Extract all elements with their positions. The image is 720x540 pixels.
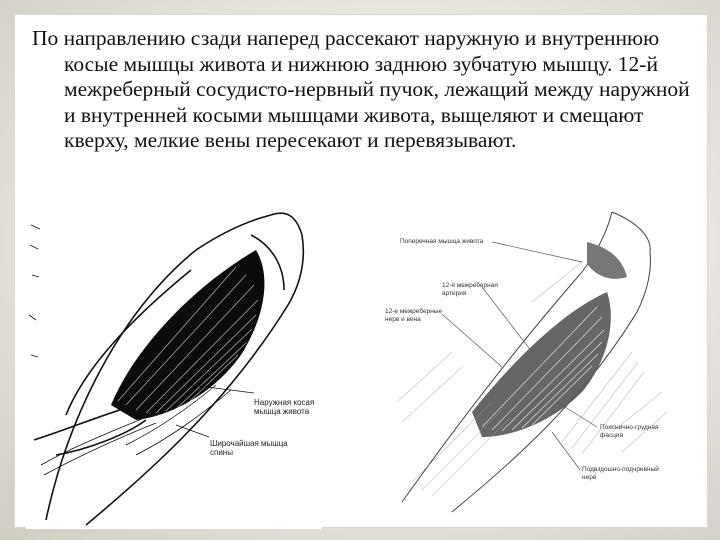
- label-12th-artery: [442, 282, 498, 298]
- label-line: нерв и вена: [385, 316, 421, 323]
- paragraph: По направлению сзади наперед рассекают наружную и внутреннюю косые мышцы живота и нижнюю заднюю зубчатую мышцу. 12-й межреберный сосудисто-нервный пучок, лежащий между наружной и внутренней косыми мышцами живота, выщеляют и смещают кверху, мелкие вены пересекают и перевязывают.: [32, 26, 690, 152]
- label-line: Наружная косая: [254, 398, 315, 407]
- label-transverse-muscle: Поперечная мышца живота: [400, 238, 484, 245]
- label-12th-nerve-vein: [385, 308, 442, 324]
- label-line: Пояснично-грудная: [600, 424, 659, 431]
- label-iliohypogastric-nerve: [582, 466, 659, 482]
- label-line: артерия: [442, 290, 467, 297]
- label-line: Подвздошно-подчревный: [582, 466, 659, 473]
- label-thoracolumbar-fascia: [600, 424, 659, 440]
- label-line: мышца живота: [254, 407, 310, 416]
- label-latissimus: [210, 439, 288, 457]
- label-line: 12-е межреберные: [385, 308, 443, 315]
- surgical-illustration-left: [26, 205, 322, 529]
- label-line: спины: [210, 448, 233, 457]
- label-line: фасция: [600, 432, 624, 439]
- label-line: 12-я межреберная: [442, 282, 498, 289]
- label-line: Широчайшая мышца: [210, 439, 288, 448]
- left-drawing-svg: [26, 205, 322, 529]
- label-external-oblique: [254, 398, 314, 416]
- surgical-illustration-right: [382, 202, 680, 516]
- slide-text: [32, 26, 692, 154]
- label-line: нерв: [582, 474, 597, 481]
